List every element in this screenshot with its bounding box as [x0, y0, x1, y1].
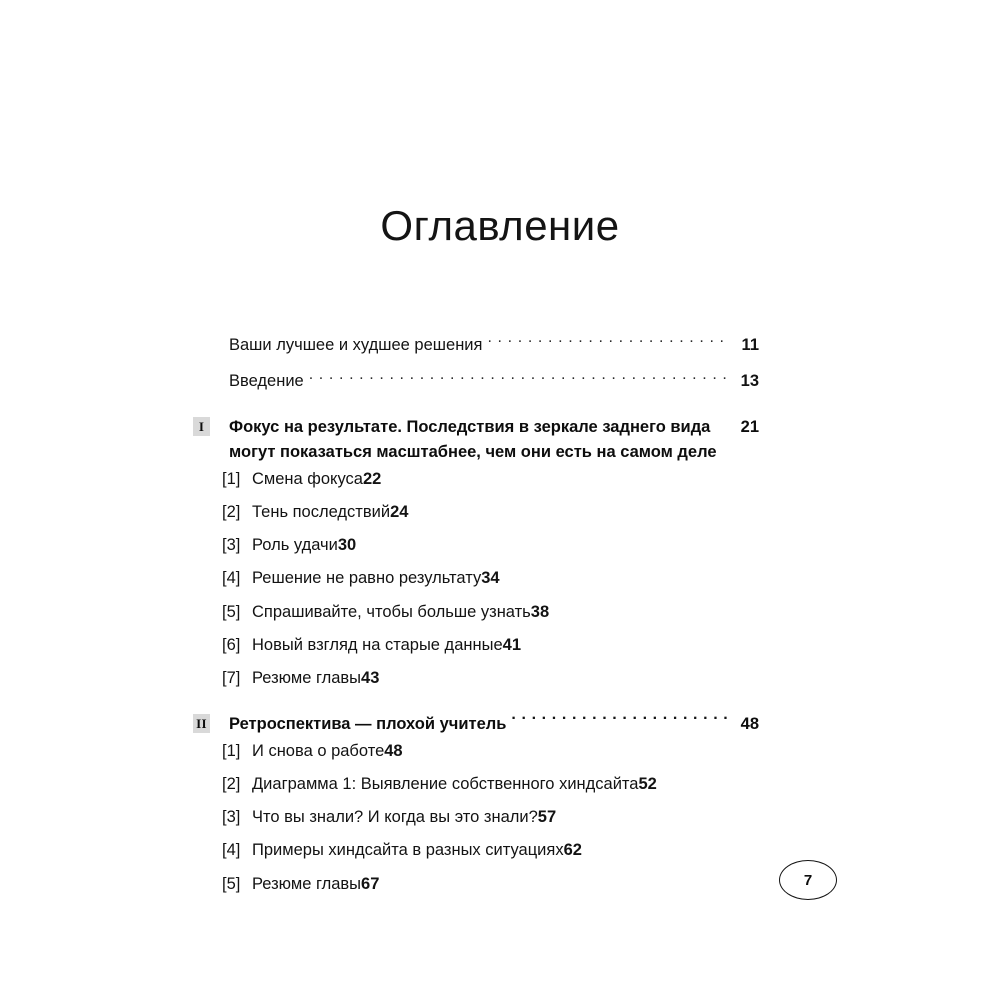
subitem-page: 57: [537, 808, 557, 827]
toc-subitem[interactable]: [222, 468, 759, 490]
subitem-page: 22: [362, 469, 382, 488]
subitem-number: [6]: [222, 636, 241, 655]
chapter-title: Фокус на результате. Последствия в зеркале заднего вида могут показаться масштабнее, чем они есть на самом деле: [229, 417, 717, 461]
subitem-number: [3]: [222, 808, 241, 827]
page-title: Оглавление: [380, 202, 620, 249]
subitem-page: 48: [384, 741, 403, 760]
subitem-page: 41: [502, 636, 521, 655]
chapter-number-badge: I: [193, 417, 210, 436]
dot-leader: [309, 370, 728, 387]
subitem-number: [4]: [222, 569, 241, 588]
toc-subitem[interactable]: [222, 601, 759, 623]
subitem-number: [3]: [222, 536, 241, 555]
table-of-contents: [193, 333, 759, 906]
subitem-label: И снова о работе: [252, 741, 385, 760]
toc-subitem[interactable]: [222, 567, 759, 589]
chapter-title: Ретроспектива — плохой учитель: [229, 714, 507, 733]
subitem-label: Спрашивайте, чтобы больше узнать: [252, 602, 531, 621]
chapter-number-badge: II: [193, 714, 210, 733]
subitem-label: Новый взгляд на старые данные: [252, 636, 503, 655]
subitem-page: 43: [361, 669, 380, 688]
toc-subitem[interactable]: [222, 773, 759, 795]
subitem-number: [5]: [222, 602, 241, 621]
toc-entry-label: Ваши лучшее и худшее решения: [229, 335, 483, 354]
subitem-label: Резюме главы: [252, 874, 362, 893]
toc-subitem[interactable]: [222, 501, 759, 523]
toc-entry-page: 11: [741, 335, 759, 354]
dot-leader: [511, 712, 728, 729]
subitem-label: Диаграмма 1: Выявление собственного хиндсайта: [252, 774, 639, 793]
dot-leader: [487, 333, 728, 350]
subitem-number: [7]: [222, 669, 241, 688]
toc-entry-front[interactable]: [229, 370, 759, 393]
chapter-block: [193, 415, 759, 690]
chapter-page: 48: [740, 714, 759, 733]
subitem-number: [1]: [222, 741, 241, 760]
toc-subitem[interactable]: [222, 839, 759, 861]
toc-subitem[interactable]: [222, 534, 759, 556]
chapter-heading[interactable]: [193, 712, 759, 737]
subitem-page: 24: [390, 502, 409, 521]
toc-subitem[interactable]: [222, 740, 759, 762]
folio-number: 7: [803, 871, 813, 889]
chapter-page: 21: [740, 417, 759, 436]
toc-entry-front[interactable]: [229, 333, 759, 356]
subitem-page: 67: [361, 874, 380, 893]
subitem-label: Примеры хиндсайта в разных ситуациях: [252, 841, 564, 860]
subitem-number: [2]: [222, 774, 241, 793]
subitem-number: [2]: [222, 502, 241, 521]
page-folio: [779, 860, 837, 900]
subitem-number: [4]: [222, 841, 241, 860]
subitem-page: 62: [563, 841, 582, 860]
chapter-subitems: [222, 740, 759, 895]
subitem-label: Резюме главы: [252, 669, 362, 688]
toc-subitem[interactable]: [222, 806, 759, 828]
toc-entry-label: Введение: [229, 372, 304, 391]
chapter-subitems: [222, 468, 759, 690]
subitem-label: Тень последствий: [252, 502, 391, 521]
toc-subitem[interactable]: [222, 634, 759, 656]
toc-subitem[interactable]: [222, 667, 759, 689]
subitem-number: [5]: [222, 874, 241, 893]
toc-entry-page: 13: [740, 372, 759, 391]
subitem-label: Решение не равно результату: [252, 569, 482, 588]
subitem-label: Роль удачи: [252, 536, 338, 555]
subitem-page: 38: [530, 602, 550, 621]
subitem-label: Смена фокуса: [252, 469, 363, 488]
chapter-heading[interactable]: [193, 415, 759, 465]
subitem-page: 52: [638, 774, 657, 793]
subitem-page: 30: [337, 536, 357, 555]
chapter-block: [193, 712, 759, 895]
toc-subitem[interactable]: [222, 873, 759, 895]
subitem-label: Что вы знали? И когда вы это знали?: [252, 808, 538, 827]
subitem-page: 34: [481, 569, 500, 588]
subitem-number: [1]: [222, 469, 241, 488]
